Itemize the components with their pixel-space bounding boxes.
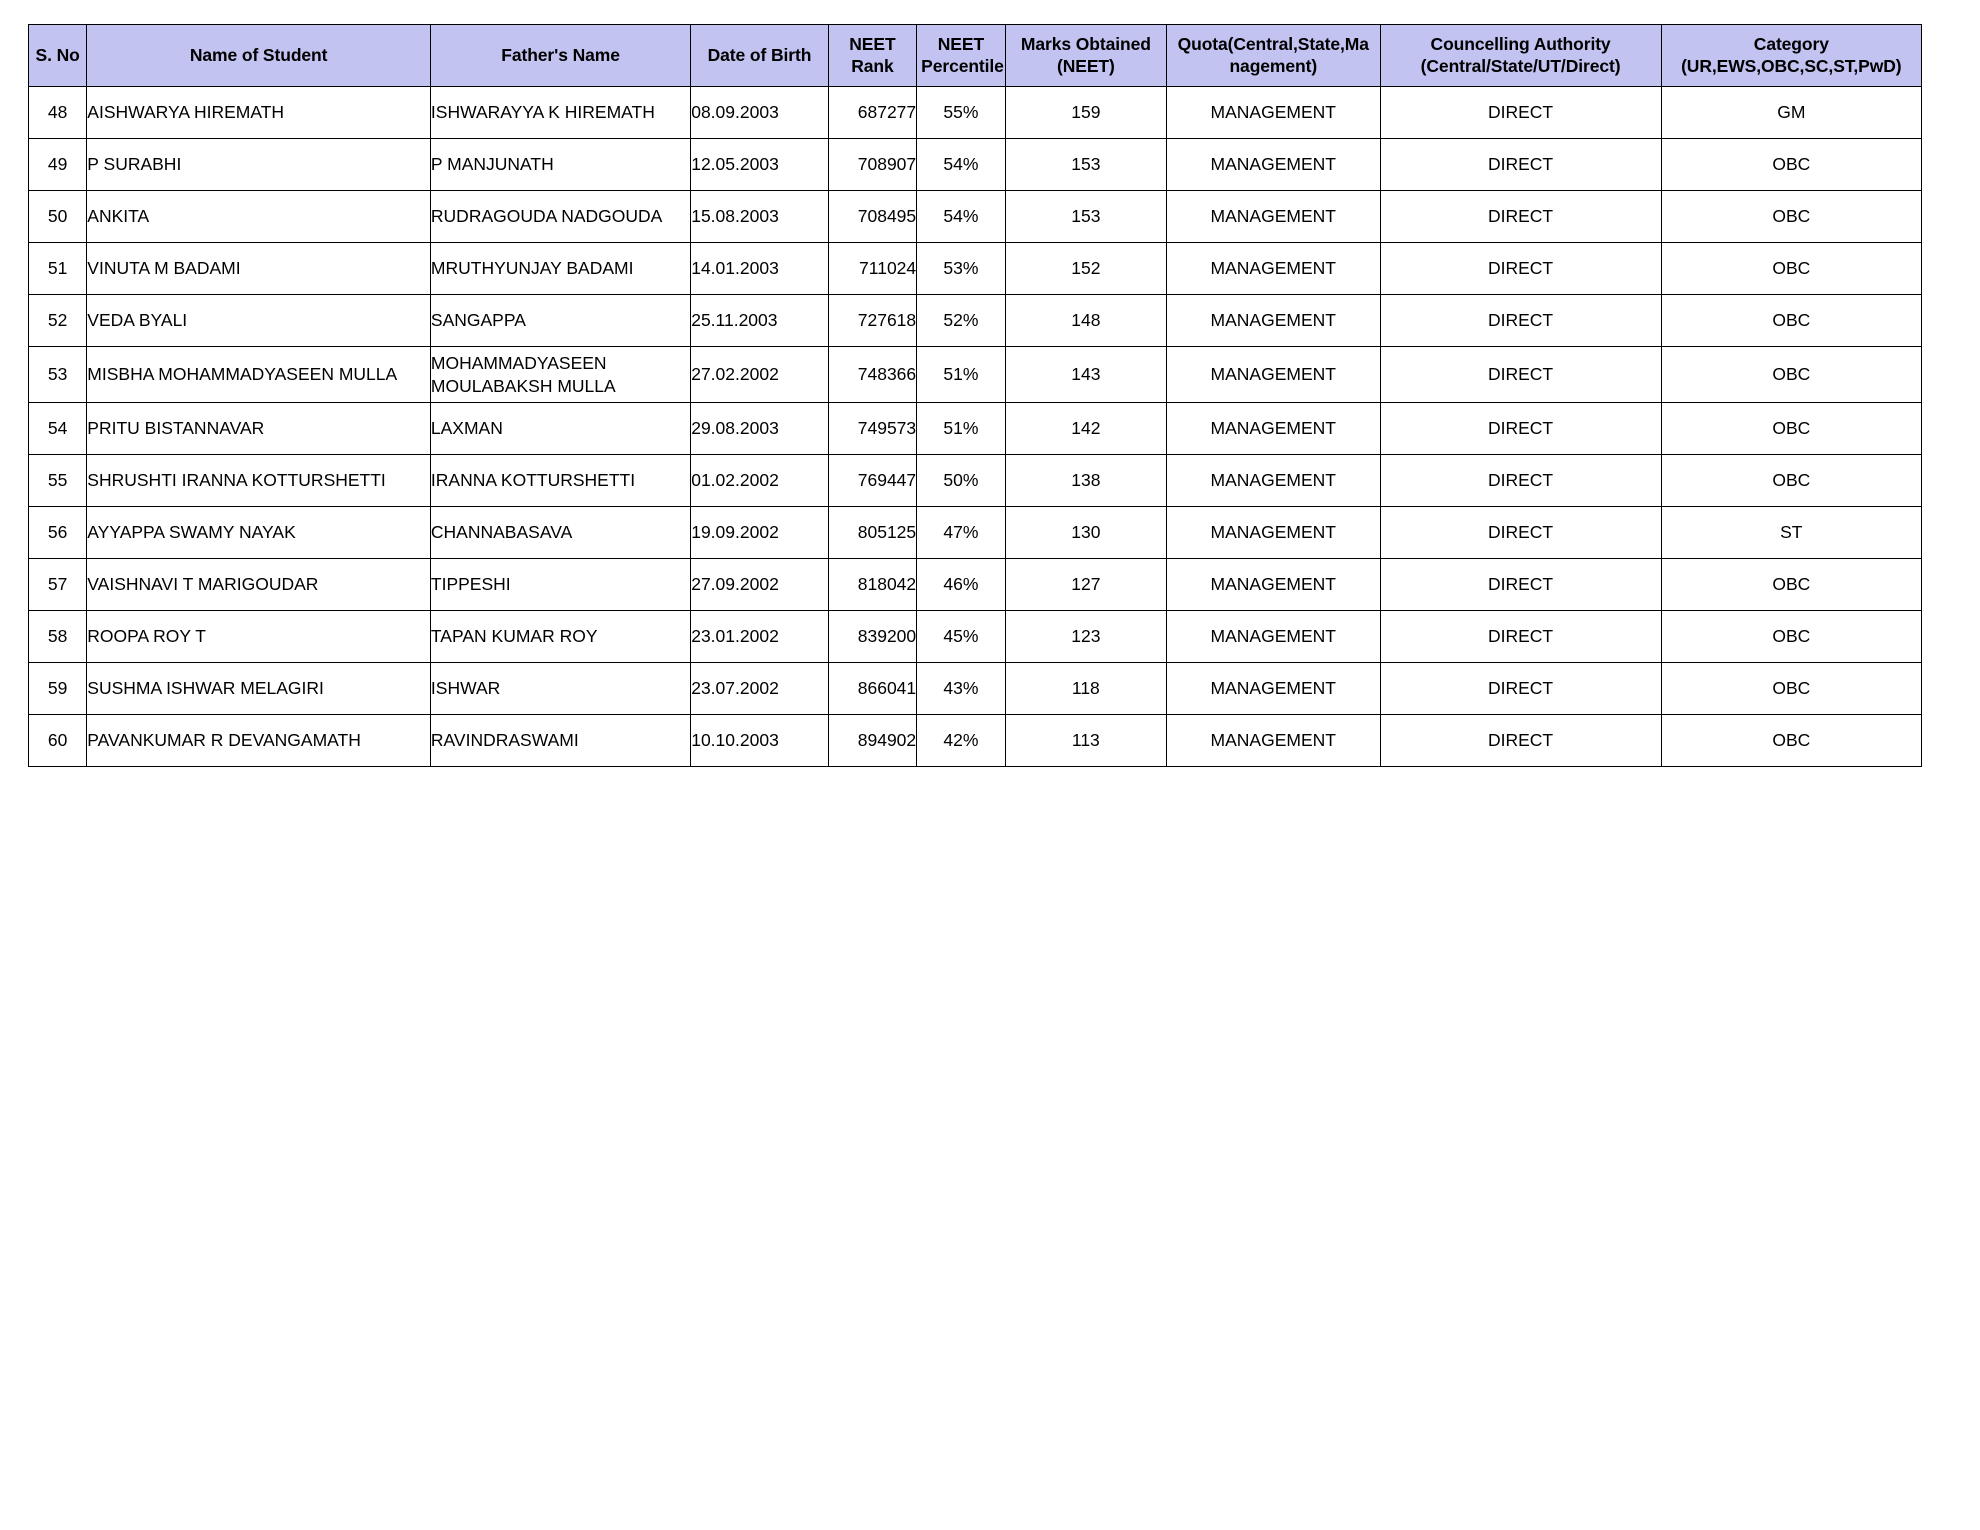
table-row — [29, 403, 1922, 455]
cell-category: OBC — [1661, 191, 1921, 243]
cell-quota: MANAGEMENT — [1167, 347, 1380, 403]
column-header-neet-rank — [828, 25, 917, 87]
header-line: nagement) — [1229, 55, 1318, 76]
cell-marks-obtained: 143 — [1005, 347, 1166, 403]
cell-fathers-name: IRANNA KOTTURSHETTI — [430, 455, 690, 507]
cell-category: OBC — [1661, 559, 1921, 611]
cell-date-of-birth: 10.10.2003 — [691, 715, 828, 767]
cell-s-no: 53 — [29, 347, 87, 403]
cell-s-no: 57 — [29, 559, 87, 611]
cell-councelling-authority: DIRECT — [1380, 403, 1661, 455]
cell-marks-obtained: 159 — [1005, 87, 1166, 139]
cell-fathers-name: TIPPESHI — [430, 559, 690, 611]
cell-quota: MANAGEMENT — [1167, 507, 1380, 559]
table-header — [29, 25, 1922, 87]
header-line: Rank — [851, 55, 894, 76]
header-line: NEET — [849, 33, 896, 54]
cell-date-of-birth: 12.05.2003 — [691, 139, 828, 191]
table-row — [29, 611, 1922, 663]
cell-date-of-birth: 01.02.2002 — [691, 455, 828, 507]
cell-s-no: 56 — [29, 507, 87, 559]
cell-neet-rank: 748366 — [828, 347, 917, 403]
table-row — [29, 139, 1922, 191]
fathers-name-line-2: MOULABAKSH MULLA — [430, 375, 616, 396]
column-header-marks-obtained — [1005, 25, 1166, 87]
cell-quota: MANAGEMENT — [1167, 295, 1380, 347]
cell-category: ST — [1661, 507, 1921, 559]
cell-marks-obtained: 153 — [1005, 139, 1166, 191]
cell-fathers-name: P MANJUNATH — [430, 139, 690, 191]
cell-councelling-authority: DIRECT — [1380, 191, 1661, 243]
cell-date-of-birth: 23.01.2002 — [691, 611, 828, 663]
cell-marks-obtained: 123 — [1005, 611, 1166, 663]
cell-neet-percentile: 47% — [917, 507, 1006, 559]
cell-quota: MANAGEMENT — [1167, 87, 1380, 139]
cell-neet-percentile: 46% — [917, 559, 1006, 611]
cell-quota: MANAGEMENT — [1167, 191, 1380, 243]
cell-name-of-student: MISBHA MOHAMMADYASEEN MULLA — [87, 347, 431, 403]
cell-date-of-birth: 14.01.2003 — [691, 243, 828, 295]
cell-marks-obtained: 138 — [1005, 455, 1166, 507]
cell-s-no: 48 — [29, 87, 87, 139]
header-line: Percentile — [921, 55, 1004, 76]
cell-neet-rank: 839200 — [828, 611, 917, 663]
cell-councelling-authority: DIRECT — [1380, 507, 1661, 559]
header-line: Name of Student — [189, 44, 328, 65]
column-header-category — [1661, 25, 1921, 87]
cell-category: OBC — [1661, 403, 1921, 455]
cell-neet-rank: 818042 — [828, 559, 917, 611]
cell-date-of-birth: 29.08.2003 — [691, 403, 828, 455]
cell-name-of-student: VINUTA M BADAMI — [87, 243, 431, 295]
cell-fathers-name: LAXMAN — [430, 403, 690, 455]
table-row — [29, 191, 1922, 243]
table-header-row — [29, 25, 1922, 87]
cell-councelling-authority: DIRECT — [1380, 243, 1661, 295]
cell-neet-percentile: 53% — [917, 243, 1006, 295]
cell-quota: MANAGEMENT — [1167, 403, 1380, 455]
cell-s-no: 49 — [29, 139, 87, 191]
cell-neet-rank: 749573 — [828, 403, 917, 455]
column-header-s-no — [29, 25, 87, 87]
table-row — [29, 715, 1922, 767]
header-line: S. No — [35, 44, 80, 65]
cell-neet-percentile: 52% — [917, 295, 1006, 347]
cell-councelling-authority: DIRECT — [1380, 455, 1661, 507]
cell-neet-percentile: 50% — [917, 455, 1006, 507]
cell-marks-obtained: 142 — [1005, 403, 1166, 455]
cell-category: OBC — [1661, 611, 1921, 663]
column-header-fathers-name — [430, 25, 690, 87]
fathers-name-line-1: MOHAMMADYASEEN — [430, 352, 607, 373]
cell-name-of-student: PAVANKUMAR R DEVANGAMATH — [87, 715, 431, 767]
column-header-neet-percentile — [917, 25, 1006, 87]
cell-marks-obtained: 127 — [1005, 559, 1166, 611]
table-body — [29, 87, 1922, 767]
header-line: Date of Birth — [707, 44, 812, 65]
cell-quota: MANAGEMENT — [1167, 455, 1380, 507]
cell-neet-percentile: 55% — [917, 87, 1006, 139]
cell-councelling-authority: DIRECT — [1380, 87, 1661, 139]
column-header-quota — [1167, 25, 1380, 87]
cell-councelling-authority: DIRECT — [1380, 611, 1661, 663]
student-admission-table — [28, 24, 1922, 767]
cell-marks-obtained: 148 — [1005, 295, 1166, 347]
header-line: (NEET) — [1056, 55, 1115, 76]
cell-neet-rank: 805125 — [828, 507, 917, 559]
cell-name-of-student: AYYAPPA SWAMY NAYAK — [87, 507, 431, 559]
cell-neet-rank: 687277 — [828, 87, 917, 139]
table-row — [29, 507, 1922, 559]
column-header-name-of-student — [87, 25, 431, 87]
cell-neet-percentile: 42% — [917, 715, 1006, 767]
cell-name-of-student: ROOPA ROY T — [87, 611, 431, 663]
cell-s-no: 55 — [29, 455, 87, 507]
cell-neet-percentile: 51% — [917, 347, 1006, 403]
cell-neet-rank: 708495 — [828, 191, 917, 243]
cell-neet-rank: 727618 — [828, 295, 917, 347]
cell-neet-rank: 711024 — [828, 243, 917, 295]
cell-name-of-student: ANKITA — [87, 191, 431, 243]
cell-category: OBC — [1661, 663, 1921, 715]
cell-category: OBC — [1661, 455, 1921, 507]
cell-date-of-birth: 15.08.2003 — [691, 191, 828, 243]
cell-date-of-birth: 19.09.2002 — [691, 507, 828, 559]
cell-marks-obtained: 130 — [1005, 507, 1166, 559]
cell-date-of-birth: 25.11.2003 — [691, 295, 828, 347]
cell-councelling-authority: DIRECT — [1380, 139, 1661, 191]
cell-fathers-name: ISHWAR — [430, 663, 690, 715]
cell-neet-percentile: 54% — [917, 191, 1006, 243]
cell-neet-rank: 894902 — [828, 715, 917, 767]
cell-neet-percentile: 51% — [917, 403, 1006, 455]
cell-date-of-birth: 27.02.2002 — [691, 347, 828, 403]
cell-s-no: 50 — [29, 191, 87, 243]
header-line: NEET — [937, 33, 985, 54]
cell-name-of-student: SHRUSHTI IRANNA KOTTURSHETTI — [87, 455, 431, 507]
cell-fathers-name — [430, 347, 690, 403]
cell-neet-percentile: 43% — [917, 663, 1006, 715]
cell-neet-percentile: 54% — [917, 139, 1006, 191]
cell-quota: MANAGEMENT — [1167, 139, 1380, 191]
cell-category: OBC — [1661, 243, 1921, 295]
table-row — [29, 663, 1922, 715]
table-row — [29, 559, 1922, 611]
header-line: Father's Name — [501, 44, 620, 65]
cell-fathers-name: SANGAPPA — [430, 295, 690, 347]
cell-quota: MANAGEMENT — [1167, 663, 1380, 715]
cell-s-no: 59 — [29, 663, 87, 715]
cell-date-of-birth: 08.09.2003 — [691, 87, 828, 139]
cell-marks-obtained: 152 — [1005, 243, 1166, 295]
cell-councelling-authority: DIRECT — [1380, 715, 1661, 767]
cell-councelling-authority: DIRECT — [1380, 295, 1661, 347]
cell-s-no: 51 — [29, 243, 87, 295]
cell-date-of-birth: 27.09.2002 — [691, 559, 828, 611]
cell-quota: MANAGEMENT — [1167, 715, 1380, 767]
cell-fathers-name: RAVINDRASWAMI — [430, 715, 690, 767]
cell-fathers-name: ISHWARAYYA K HIREMATH — [430, 87, 690, 139]
cell-name-of-student: VEDA BYALI — [87, 295, 431, 347]
cell-quota: MANAGEMENT — [1167, 243, 1380, 295]
header-line: Councelling Authority — [1430, 33, 1611, 54]
cell-marks-obtained: 153 — [1005, 191, 1166, 243]
table-row — [29, 347, 1922, 403]
cell-category: OBC — [1661, 347, 1921, 403]
cell-marks-obtained: 118 — [1005, 663, 1166, 715]
header-line: Quota(Central,State,Ma — [1177, 33, 1369, 54]
student-table-container — [28, 24, 1922, 767]
cell-category: OBC — [1661, 295, 1921, 347]
header-line: (UR,EWS,OBC,SC,ST,PwD) — [1681, 55, 1902, 76]
cell-neet-percentile: 45% — [917, 611, 1006, 663]
cell-fathers-name: MRUTHYUNJAY BADAMI — [430, 243, 690, 295]
cell-name-of-student: VAISHNAVI T MARIGOUDAR — [87, 559, 431, 611]
table-row — [29, 455, 1922, 507]
cell-name-of-student: P SURABHI — [87, 139, 431, 191]
cell-neet-rank: 866041 — [828, 663, 917, 715]
cell-fathers-name: TAPAN KUMAR ROY — [430, 611, 690, 663]
table-row — [29, 87, 1922, 139]
table-row — [29, 243, 1922, 295]
cell-s-no: 60 — [29, 715, 87, 767]
cell-date-of-birth: 23.07.2002 — [691, 663, 828, 715]
cell-category: OBC — [1661, 715, 1921, 767]
cell-s-no: 52 — [29, 295, 87, 347]
column-header-councelling-authority — [1380, 25, 1661, 87]
cell-councelling-authority: DIRECT — [1380, 559, 1661, 611]
cell-neet-rank: 769447 — [828, 455, 917, 507]
cell-name-of-student: AISHWARYA HIREMATH — [87, 87, 431, 139]
header-line: Marks Obtained — [1020, 33, 1151, 54]
cell-neet-rank: 708907 — [828, 139, 917, 191]
cell-quota: MANAGEMENT — [1167, 559, 1380, 611]
header-line: (Central/State/UT/Direct) — [1420, 55, 1621, 76]
cell-quota: MANAGEMENT — [1167, 611, 1380, 663]
cell-category: GM — [1661, 87, 1921, 139]
header-line: Category — [1753, 33, 1829, 54]
column-header-date-of-birth — [691, 25, 828, 87]
cell-name-of-student: SUSHMA ISHWAR MELAGIRI — [87, 663, 431, 715]
cell-s-no: 58 — [29, 611, 87, 663]
cell-fathers-name: RUDRAGOUDA NADGOUDA — [430, 191, 690, 243]
cell-marks-obtained: 113 — [1005, 715, 1166, 767]
cell-name-of-student: PRITU BISTANNAVAR — [87, 403, 431, 455]
table-row — [29, 295, 1922, 347]
cell-category: OBC — [1661, 139, 1921, 191]
cell-councelling-authority: DIRECT — [1380, 347, 1661, 403]
cell-s-no: 54 — [29, 403, 87, 455]
cell-councelling-authority: DIRECT — [1380, 663, 1661, 715]
cell-fathers-name: CHANNABASAVA — [430, 507, 690, 559]
